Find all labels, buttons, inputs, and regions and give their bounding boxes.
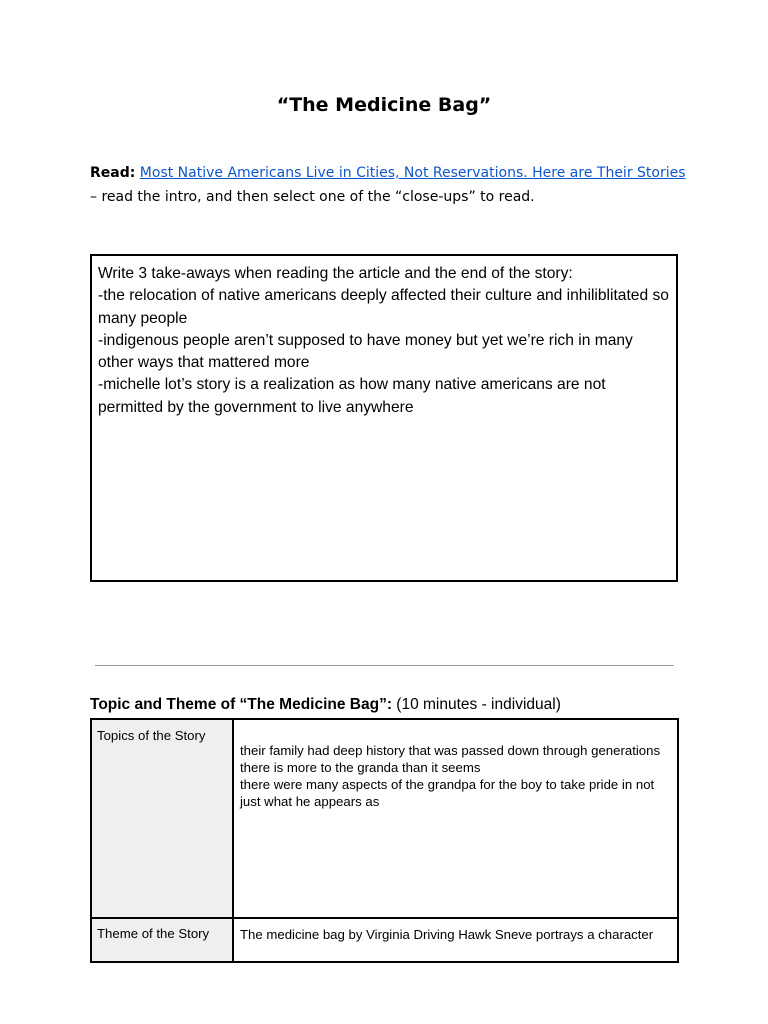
topics-label-cell: Topics of the Story <box>91 719 233 918</box>
takeaways-text[interactable] <box>92 256 676 426</box>
table-row <box>91 719 678 918</box>
topics-line-2: there is more to the granda than it seems <box>240 760 481 775</box>
takeaway-line-1: -the relocation of native americans deeply affected their culture and inhiliblitated so many people <box>98 287 669 327</box>
topic-theme-heading-rest: (10 minutes - individual) <box>392 696 561 713</box>
table-row <box>91 918 678 962</box>
theme-label-cell: Theme of the Story <box>91 918 233 962</box>
topic-theme-table <box>90 718 679 963</box>
topics-line-1: their family had deep history that was passed down through generations <box>240 743 661 758</box>
topic-theme-heading-bold: Topic and Theme of “The Medicine Bag”: <box>90 696 392 713</box>
topics-line-3: there were many aspects of the grandpa for the boy to take pride in not just what he appears as <box>240 777 655 809</box>
takeaways-box[interactable] <box>90 254 678 582</box>
article-link[interactable]: Most Native Americans Live in Cities, Not Reservations. Here are Their Stories <box>139 165 686 181</box>
read-label: Read: <box>90 165 136 181</box>
document-title: “The Medicine Bag” <box>276 94 492 116</box>
theme-answer-cell[interactable]: The medicine bag by Virginia Driving Hawk Sneve portrays a character <box>233 918 678 962</box>
topic-theme-heading <box>90 696 561 714</box>
takeaway-line-3: -michelle lot’s story is a realization as how many native americans are not permitted by the government to live anywhere <box>98 376 606 416</box>
read-instruction-rest: – read the intro, and then select one of the “close-ups” to read. <box>90 189 535 205</box>
takeaway-line-2: -indigenous people aren’t supposed to have money but yet we’re rich in many other ways that mattered more <box>98 331 633 372</box>
horizontal-divider <box>95 665 674 666</box>
topics-answer-cell[interactable] <box>233 719 678 918</box>
read-instruction <box>90 161 690 209</box>
takeaways-prompt: Write 3 take-aways when reading the article and the end of the story: <box>98 265 573 282</box>
